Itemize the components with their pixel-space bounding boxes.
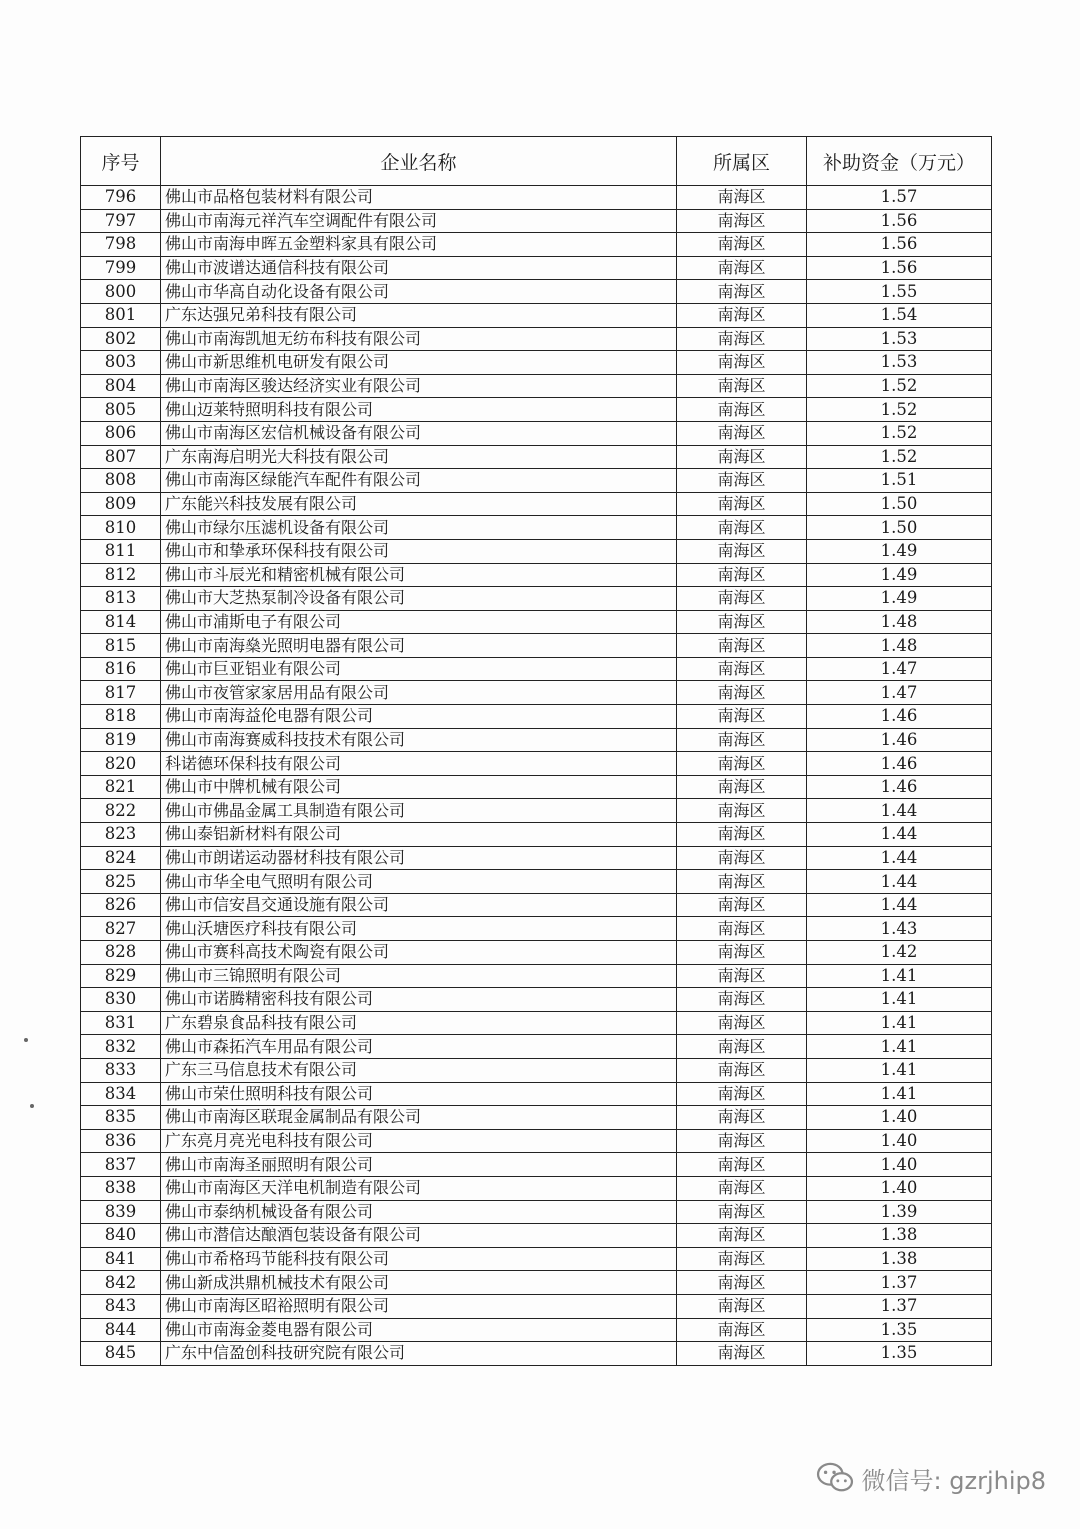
cell-seq: 805 xyxy=(81,398,161,422)
cell-seq: 804 xyxy=(81,374,161,398)
cell-company-name: 佛山市朗诺运动器材科技有限公司 xyxy=(161,846,677,870)
cell-subsidy-amount: 1.37 xyxy=(807,1271,992,1295)
cell-company-name: 佛山市浦斯电子有限公司 xyxy=(161,610,677,634)
table-row xyxy=(81,1106,992,1130)
table-row xyxy=(81,1153,992,1177)
cell-district: 南海区 xyxy=(677,303,807,327)
scan-speck xyxy=(30,1104,34,1108)
cell-district: 南海区 xyxy=(677,823,807,847)
cell-seq: 818 xyxy=(81,705,161,729)
cell-district: 南海区 xyxy=(677,398,807,422)
cell-district: 南海区 xyxy=(677,1035,807,1059)
cell-subsidy-amount: 1.44 xyxy=(807,823,992,847)
cell-seq: 827 xyxy=(81,917,161,941)
cell-company-name: 佛山市绿尔压滤机设备有限公司 xyxy=(161,516,677,540)
subsidy-table-container xyxy=(80,136,991,1366)
cell-subsidy-amount: 1.55 xyxy=(807,280,992,304)
cell-district: 南海区 xyxy=(677,587,807,611)
cell-seq: 812 xyxy=(81,563,161,587)
cell-subsidy-amount: 1.49 xyxy=(807,563,992,587)
cell-district: 南海区 xyxy=(677,964,807,988)
header-seq: 序号 xyxy=(81,137,161,186)
cell-subsidy-amount: 1.46 xyxy=(807,752,992,776)
table-row xyxy=(81,799,992,823)
cell-subsidy-amount: 1.44 xyxy=(807,799,992,823)
cell-seq: 799 xyxy=(81,256,161,280)
cell-subsidy-amount: 1.52 xyxy=(807,445,992,469)
cell-district: 南海区 xyxy=(677,280,807,304)
cell-company-name: 广东达强兄弟科技有限公司 xyxy=(161,303,677,327)
cell-company-name: 广东能兴科技发展有限公司 xyxy=(161,492,677,516)
cell-subsidy-amount: 1.46 xyxy=(807,728,992,752)
cell-company-name: 佛山市南海燊光照明电器有限公司 xyxy=(161,634,677,658)
cell-district: 南海区 xyxy=(677,209,807,233)
cell-subsidy-amount: 1.52 xyxy=(807,421,992,445)
table-row xyxy=(81,421,992,445)
cell-seq: 833 xyxy=(81,1058,161,1082)
table-row xyxy=(81,1318,992,1342)
cell-seq: 832 xyxy=(81,1035,161,1059)
cell-company-name: 佛山市南海区联琨金属制品有限公司 xyxy=(161,1106,677,1130)
cell-district: 南海区 xyxy=(677,1082,807,1106)
cell-seq: 835 xyxy=(81,1106,161,1130)
cell-subsidy-amount: 1.54 xyxy=(807,303,992,327)
table-row xyxy=(81,587,992,611)
header-subsidy-amount: 补助资金（万元） xyxy=(807,137,992,186)
cell-subsidy-amount: 1.38 xyxy=(807,1247,992,1271)
cell-seq: 798 xyxy=(81,233,161,257)
cell-seq: 841 xyxy=(81,1247,161,1271)
cell-company-name: 佛山市泰纳机械设备有限公司 xyxy=(161,1200,677,1224)
cell-district: 南海区 xyxy=(677,516,807,540)
table-row xyxy=(81,1011,992,1035)
cell-seq: 836 xyxy=(81,1129,161,1153)
table-row xyxy=(81,516,992,540)
header-district: 所属区 xyxy=(677,137,807,186)
cell-seq: 796 xyxy=(81,186,161,210)
cell-subsidy-amount: 1.51 xyxy=(807,469,992,493)
wechat-watermark xyxy=(816,1460,1046,1496)
cell-seq: 817 xyxy=(81,681,161,705)
table-body xyxy=(81,186,992,1366)
table-row xyxy=(81,846,992,870)
cell-company-name: 广东亮月亮光电科技有限公司 xyxy=(161,1129,677,1153)
cell-district: 南海区 xyxy=(677,752,807,776)
table-row xyxy=(81,728,992,752)
cell-seq: 819 xyxy=(81,728,161,752)
cell-subsidy-amount: 1.40 xyxy=(807,1106,992,1130)
cell-company-name: 佛山市南海区宏信机械设备有限公司 xyxy=(161,421,677,445)
table-row xyxy=(81,657,992,681)
cell-district: 南海区 xyxy=(677,1247,807,1271)
cell-seq: 840 xyxy=(81,1224,161,1248)
cell-seq: 830 xyxy=(81,988,161,1012)
table-row xyxy=(81,1342,992,1366)
table-row xyxy=(81,1200,992,1224)
table-header-row xyxy=(81,137,992,186)
cell-seq: 824 xyxy=(81,846,161,870)
cell-seq: 822 xyxy=(81,799,161,823)
table-row xyxy=(81,941,992,965)
cell-district: 南海区 xyxy=(677,610,807,634)
cell-seq: 825 xyxy=(81,870,161,894)
cell-subsidy-amount: 1.46 xyxy=(807,705,992,729)
cell-subsidy-amount: 1.43 xyxy=(807,917,992,941)
cell-subsidy-amount: 1.47 xyxy=(807,657,992,681)
cell-company-name: 佛山市波谱达通信科技有限公司 xyxy=(161,256,677,280)
table-row xyxy=(81,893,992,917)
cell-seq: 806 xyxy=(81,421,161,445)
cell-company-name: 佛山迈莱特照明科技有限公司 xyxy=(161,398,677,422)
cell-company-name: 佛山市信安昌交通设施有限公司 xyxy=(161,893,677,917)
table-row xyxy=(81,492,992,516)
cell-seq: 834 xyxy=(81,1082,161,1106)
cell-district: 南海区 xyxy=(677,728,807,752)
cell-district: 南海区 xyxy=(677,1176,807,1200)
table-row xyxy=(81,705,992,729)
cell-seq: 820 xyxy=(81,752,161,776)
cell-company-name: 佛山市诺腾精密科技有限公司 xyxy=(161,988,677,1012)
table-row xyxy=(81,539,992,563)
cell-company-name: 佛山市品格包装材料有限公司 xyxy=(161,186,677,210)
table-row xyxy=(81,917,992,941)
cell-company-name: 佛山市华高自动化设备有限公司 xyxy=(161,280,677,304)
cell-subsidy-amount: 1.41 xyxy=(807,988,992,1012)
cell-company-name: 佛山新成洪鼎机械技术有限公司 xyxy=(161,1271,677,1295)
cell-company-name: 佛山市大芝热泵制冷设备有限公司 xyxy=(161,587,677,611)
cell-subsidy-amount: 1.39 xyxy=(807,1200,992,1224)
cell-subsidy-amount: 1.48 xyxy=(807,610,992,634)
table-row xyxy=(81,469,992,493)
cell-district: 南海区 xyxy=(677,1106,807,1130)
cell-seq: 802 xyxy=(81,327,161,351)
cell-subsidy-amount: 1.41 xyxy=(807,964,992,988)
cell-seq: 829 xyxy=(81,964,161,988)
cell-seq: 844 xyxy=(81,1318,161,1342)
cell-company-name: 佛山市南海元祥汽车空调配件有限公司 xyxy=(161,209,677,233)
cell-district: 南海区 xyxy=(677,657,807,681)
table-row xyxy=(81,233,992,257)
cell-subsidy-amount: 1.50 xyxy=(807,516,992,540)
cell-company-name: 佛山市赛科高技术陶瓷有限公司 xyxy=(161,941,677,965)
cell-subsidy-amount: 1.48 xyxy=(807,634,992,658)
cell-company-name: 佛山市南海区绿能汽车配件有限公司 xyxy=(161,469,677,493)
cell-district: 南海区 xyxy=(677,1011,807,1035)
cell-subsidy-amount: 1.49 xyxy=(807,587,992,611)
cell-district: 南海区 xyxy=(677,893,807,917)
table-row xyxy=(81,988,992,1012)
cell-subsidy-amount: 1.56 xyxy=(807,233,992,257)
cell-district: 南海区 xyxy=(677,351,807,375)
table-row xyxy=(81,823,992,847)
cell-subsidy-amount: 1.41 xyxy=(807,1011,992,1035)
cell-company-name: 广东碧泉食品科技有限公司 xyxy=(161,1011,677,1035)
cell-subsidy-amount: 1.40 xyxy=(807,1176,992,1200)
table-row xyxy=(81,681,992,705)
cell-district: 南海区 xyxy=(677,799,807,823)
cell-district: 南海区 xyxy=(677,327,807,351)
cell-subsidy-amount: 1.41 xyxy=(807,1082,992,1106)
table-row xyxy=(81,1082,992,1106)
cell-company-name: 佛山市南海圣丽照明有限公司 xyxy=(161,1153,677,1177)
cell-seq: 816 xyxy=(81,657,161,681)
cell-subsidy-amount: 1.52 xyxy=(807,398,992,422)
cell-seq: 809 xyxy=(81,492,161,516)
cell-company-name: 广东中信盈创科技研究院有限公司 xyxy=(161,1342,677,1366)
cell-subsidy-amount: 1.57 xyxy=(807,186,992,210)
cell-subsidy-amount: 1.44 xyxy=(807,893,992,917)
cell-subsidy-amount: 1.49 xyxy=(807,539,992,563)
table-row xyxy=(81,1058,992,1082)
cell-subsidy-amount: 1.44 xyxy=(807,870,992,894)
table-row xyxy=(81,870,992,894)
table-row xyxy=(81,1035,992,1059)
cell-seq: 821 xyxy=(81,775,161,799)
cell-subsidy-amount: 1.53 xyxy=(807,351,992,375)
cell-seq: 813 xyxy=(81,587,161,611)
table-row xyxy=(81,563,992,587)
table-row xyxy=(81,327,992,351)
cell-district: 南海区 xyxy=(677,705,807,729)
cell-subsidy-amount: 1.50 xyxy=(807,492,992,516)
cell-company-name: 佛山市和挚承环保科技有限公司 xyxy=(161,539,677,563)
cell-subsidy-amount: 1.46 xyxy=(807,775,992,799)
cell-district: 南海区 xyxy=(677,374,807,398)
cell-subsidy-amount: 1.35 xyxy=(807,1342,992,1366)
cell-district: 南海区 xyxy=(677,421,807,445)
cell-subsidy-amount: 1.38 xyxy=(807,1224,992,1248)
cell-seq: 845 xyxy=(81,1342,161,1366)
cell-seq: 838 xyxy=(81,1176,161,1200)
cell-subsidy-amount: 1.35 xyxy=(807,1318,992,1342)
cell-company-name: 佛山市三锦照明有限公司 xyxy=(161,964,677,988)
cell-district: 南海区 xyxy=(677,469,807,493)
cell-company-name: 佛山市南海益伦电器有限公司 xyxy=(161,705,677,729)
cell-company-name: 佛山泰铝新材料有限公司 xyxy=(161,823,677,847)
table-row xyxy=(81,280,992,304)
cell-subsidy-amount: 1.47 xyxy=(807,681,992,705)
cell-seq: 826 xyxy=(81,893,161,917)
cell-company-name: 佛山市南海申晖五金塑料家具有限公司 xyxy=(161,233,677,257)
cell-district: 南海区 xyxy=(677,775,807,799)
cell-seq: 807 xyxy=(81,445,161,469)
cell-seq: 842 xyxy=(81,1271,161,1295)
cell-company-name: 佛山市南海区昭裕照明有限公司 xyxy=(161,1294,677,1318)
cell-district: 南海区 xyxy=(677,1271,807,1295)
table-row xyxy=(81,209,992,233)
cell-company-name: 佛山市巨亚铝业有限公司 xyxy=(161,657,677,681)
cell-company-name: 佛山市佛晶金属工具制造有限公司 xyxy=(161,799,677,823)
table-row xyxy=(81,398,992,422)
cell-company-name: 佛山市南海区骏达经济实业有限公司 xyxy=(161,374,677,398)
cell-company-name: 佛山市希格玛节能科技有限公司 xyxy=(161,1247,677,1271)
cell-district: 南海区 xyxy=(677,917,807,941)
table-row xyxy=(81,303,992,327)
cell-seq: 797 xyxy=(81,209,161,233)
cell-subsidy-amount: 1.41 xyxy=(807,1035,992,1059)
cell-district: 南海区 xyxy=(677,492,807,516)
cell-district: 南海区 xyxy=(677,445,807,469)
cell-district: 南海区 xyxy=(677,1129,807,1153)
cell-seq: 814 xyxy=(81,610,161,634)
cell-company-name: 佛山市荣仕照明科技有限公司 xyxy=(161,1082,677,1106)
table-row xyxy=(81,256,992,280)
table-row xyxy=(81,1294,992,1318)
cell-company-name: 佛山市华全电气照明有限公司 xyxy=(161,870,677,894)
cell-district: 南海区 xyxy=(677,539,807,563)
cell-company-name: 佛山沃塘医疗科技有限公司 xyxy=(161,917,677,941)
table-row xyxy=(81,186,992,210)
cell-seq: 831 xyxy=(81,1011,161,1035)
cell-seq: 800 xyxy=(81,280,161,304)
cell-subsidy-amount: 1.37 xyxy=(807,1294,992,1318)
table-row xyxy=(81,351,992,375)
cell-seq: 839 xyxy=(81,1200,161,1224)
cell-district: 南海区 xyxy=(677,988,807,1012)
table-row xyxy=(81,610,992,634)
cell-district: 南海区 xyxy=(677,186,807,210)
cell-company-name: 佛山市潜信达酿酒包装设备有限公司 xyxy=(161,1224,677,1248)
cell-company-name: 佛山市南海金菱电器有限公司 xyxy=(161,1318,677,1342)
table-row xyxy=(81,374,992,398)
cell-seq: 828 xyxy=(81,941,161,965)
cell-district: 南海区 xyxy=(677,233,807,257)
scan-speck xyxy=(24,1038,28,1042)
cell-subsidy-amount: 1.44 xyxy=(807,846,992,870)
cell-subsidy-amount: 1.56 xyxy=(807,209,992,233)
cell-district: 南海区 xyxy=(677,1058,807,1082)
table-row xyxy=(81,445,992,469)
cell-seq: 808 xyxy=(81,469,161,493)
cell-district: 南海区 xyxy=(677,563,807,587)
table-row xyxy=(81,1271,992,1295)
table-row xyxy=(81,775,992,799)
cell-district: 南海区 xyxy=(677,634,807,658)
cell-district: 南海区 xyxy=(677,941,807,965)
cell-seq: 801 xyxy=(81,303,161,327)
cell-subsidy-amount: 1.56 xyxy=(807,256,992,280)
cell-subsidy-amount: 1.53 xyxy=(807,327,992,351)
cell-seq: 823 xyxy=(81,823,161,847)
cell-subsidy-amount: 1.42 xyxy=(807,941,992,965)
cell-company-name: 佛山市南海赛威科技技术有限公司 xyxy=(161,728,677,752)
cell-district: 南海区 xyxy=(677,681,807,705)
subsidy-table xyxy=(80,136,992,1366)
cell-company-name: 佛山市南海凯旭无纺布科技有限公司 xyxy=(161,327,677,351)
cell-subsidy-amount: 1.40 xyxy=(807,1153,992,1177)
cell-district: 南海区 xyxy=(677,1318,807,1342)
cell-district: 南海区 xyxy=(677,1342,807,1366)
cell-seq: 811 xyxy=(81,539,161,563)
header-company-name: 企业名称 xyxy=(161,137,677,186)
cell-seq: 803 xyxy=(81,351,161,375)
cell-seq: 843 xyxy=(81,1294,161,1318)
table-row xyxy=(81,1129,992,1153)
cell-company-name: 佛山市中牌机械有限公司 xyxy=(161,775,677,799)
cell-company-name: 佛山市森拓汽车用品有限公司 xyxy=(161,1035,677,1059)
cell-seq: 815 xyxy=(81,634,161,658)
cell-subsidy-amount: 1.41 xyxy=(807,1058,992,1082)
table-row xyxy=(81,1176,992,1200)
table-row xyxy=(81,1224,992,1248)
table-row xyxy=(81,752,992,776)
table-row xyxy=(81,1247,992,1271)
cell-subsidy-amount: 1.52 xyxy=(807,374,992,398)
cell-seq: 837 xyxy=(81,1153,161,1177)
cell-company-name: 科诺德环保科技有限公司 xyxy=(161,752,677,776)
watermark-text: 微信号: gzrjhip8 xyxy=(861,1466,1046,1495)
cell-district: 南海区 xyxy=(677,1294,807,1318)
cell-district: 南海区 xyxy=(677,1153,807,1177)
cell-district: 南海区 xyxy=(677,1200,807,1224)
cell-company-name: 佛山市南海区天洋电机制造有限公司 xyxy=(161,1176,677,1200)
cell-district: 南海区 xyxy=(677,256,807,280)
cell-company-name: 佛山市新思维机电研发有限公司 xyxy=(161,351,677,375)
wechat-icon xyxy=(816,1462,854,1494)
table-row xyxy=(81,634,992,658)
cell-company-name: 佛山市夜管家家居用品有限公司 xyxy=(161,681,677,705)
cell-company-name: 广东南海启明光大科技有限公司 xyxy=(161,445,677,469)
cell-district: 南海区 xyxy=(677,1224,807,1248)
cell-seq: 810 xyxy=(81,516,161,540)
cell-subsidy-amount: 1.40 xyxy=(807,1129,992,1153)
cell-district: 南海区 xyxy=(677,846,807,870)
cell-company-name: 佛山市斗辰光和精密机械有限公司 xyxy=(161,563,677,587)
table-row xyxy=(81,964,992,988)
cell-company-name: 广东三马信息技术有限公司 xyxy=(161,1058,677,1082)
cell-district: 南海区 xyxy=(677,870,807,894)
